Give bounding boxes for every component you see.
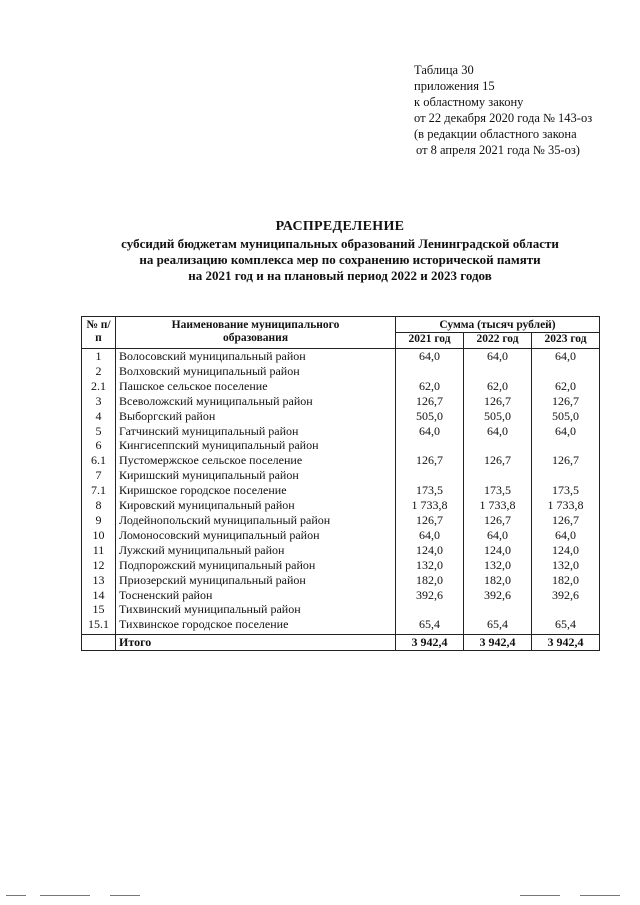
row-value-2022: 173,5 bbox=[464, 483, 532, 498]
row-value-2023: 65,4 bbox=[532, 617, 600, 634]
row-value-2023: 126,7 bbox=[532, 394, 600, 409]
row-value-2023 bbox=[532, 468, 600, 483]
row-value-2022: 505,0 bbox=[464, 409, 532, 424]
row-municipality: Ломоносовский муниципальный район bbox=[116, 528, 396, 543]
table-row bbox=[82, 424, 600, 439]
row-municipality: Пашское сельское поселение bbox=[116, 379, 396, 394]
row-value-2023: 182,0 bbox=[532, 573, 600, 588]
row-value-2023 bbox=[532, 602, 600, 617]
row-municipality: Лужский муниципальный район bbox=[116, 543, 396, 558]
reference-line: к областному закону bbox=[414, 95, 524, 109]
title-line: на 2021 год и на плановый период 2022 и 2023 годов bbox=[188, 268, 492, 283]
row-value-2023: 124,0 bbox=[532, 543, 600, 558]
table-row bbox=[82, 409, 600, 424]
total-2023: 3 942,4 bbox=[532, 635, 600, 651]
table-row bbox=[82, 394, 600, 409]
row-number: 15 bbox=[82, 602, 116, 617]
row-value-2021: 126,7 bbox=[396, 394, 464, 409]
table-row bbox=[82, 349, 600, 364]
row-municipality: Кингисеппский муниципальный район bbox=[116, 438, 396, 453]
table-row bbox=[82, 528, 600, 543]
row-value-2022: 64,0 bbox=[464, 424, 532, 439]
scan-edge-mark bbox=[110, 895, 140, 896]
row-value-2023: 64,0 bbox=[532, 424, 600, 439]
header-year-2023: 2023 год bbox=[532, 333, 600, 349]
table-row bbox=[82, 379, 600, 394]
row-municipality: Выборгский район bbox=[116, 409, 396, 424]
reference-line: Таблица 30 bbox=[414, 63, 474, 77]
row-value-2021: 126,7 bbox=[396, 513, 464, 528]
row-number: 2.1 bbox=[82, 379, 116, 394]
row-value-2021: 65,4 bbox=[396, 617, 464, 634]
table-row bbox=[82, 602, 600, 617]
reference-line: от 8 апреля 2021 года № 35-оз) bbox=[416, 143, 580, 157]
total-label: Итого bbox=[116, 635, 396, 651]
table-row bbox=[82, 513, 600, 528]
table-row bbox=[82, 498, 600, 513]
row-municipality: Волховский муниципальный район bbox=[116, 364, 396, 379]
title-heading: РАСПРЕДЕЛЕНИЕ bbox=[275, 219, 405, 234]
row-value-2022 bbox=[464, 364, 532, 379]
scan-edge-mark bbox=[520, 895, 560, 896]
row-value-2021: 1 733,8 bbox=[396, 498, 464, 513]
row-value-2022 bbox=[464, 468, 532, 483]
row-value-2022: 392,6 bbox=[464, 588, 532, 603]
table-row bbox=[82, 543, 600, 558]
header-year-2022: 2022 год bbox=[464, 333, 532, 349]
row-value-2021: 64,0 bbox=[396, 349, 464, 364]
document-title bbox=[80, 219, 600, 284]
row-value-2021: 132,0 bbox=[396, 558, 464, 573]
row-municipality: Тосненский район bbox=[116, 588, 396, 603]
scan-edge-mark bbox=[580, 895, 620, 896]
title-line: субсидий бюджетам муниципальных образований Ленинградской области bbox=[121, 236, 559, 251]
row-number: 10 bbox=[82, 528, 116, 543]
row-value-2022: 132,0 bbox=[464, 558, 532, 573]
row-municipality: Пустомержское сельское поселение bbox=[116, 453, 396, 468]
row-municipality: Подпорожский муниципальный район bbox=[116, 558, 396, 573]
row-number: 3 bbox=[82, 394, 116, 409]
table-row bbox=[82, 438, 600, 453]
row-value-2021: 505,0 bbox=[396, 409, 464, 424]
table-row bbox=[82, 364, 600, 379]
row-number: 11 bbox=[82, 543, 116, 558]
total-2022: 3 942,4 bbox=[464, 635, 532, 651]
row-value-2022 bbox=[464, 602, 532, 617]
row-value-2021: 62,0 bbox=[396, 379, 464, 394]
row-number: 14 bbox=[82, 588, 116, 603]
row-value-2023: 64,0 bbox=[532, 349, 600, 364]
row-value-2021: 173,5 bbox=[396, 483, 464, 498]
row-number: 1 bbox=[82, 349, 116, 364]
total-2021: 3 942,4 bbox=[396, 635, 464, 651]
row-value-2021 bbox=[396, 468, 464, 483]
row-number: 7 bbox=[82, 468, 116, 483]
reference-line: приложения 15 bbox=[414, 79, 495, 93]
row-value-2021 bbox=[396, 602, 464, 617]
table-row bbox=[82, 483, 600, 498]
row-value-2022: 124,0 bbox=[464, 543, 532, 558]
subsidy-distribution-table bbox=[81, 316, 600, 651]
title-line: на реализацию комплекса мер по сохранению исторической памяти bbox=[139, 252, 541, 267]
row-number: 2 bbox=[82, 364, 116, 379]
row-value-2022: 64,0 bbox=[464, 349, 532, 364]
row-municipality: Гатчинский муниципальный район bbox=[116, 424, 396, 439]
header-sum: Сумма (тысяч рублей) bbox=[396, 317, 600, 333]
header-year-2021: 2021 год bbox=[396, 333, 464, 349]
total-row bbox=[82, 635, 600, 651]
reference-line: от 22 декабря 2020 года № 143-оз bbox=[414, 111, 593, 125]
row-municipality: Тихвинский муниципальный район bbox=[116, 602, 396, 617]
row-value-2023: 62,0 bbox=[532, 379, 600, 394]
row-value-2023 bbox=[532, 364, 600, 379]
row-number: 15.1 bbox=[82, 617, 116, 634]
table-row bbox=[82, 617, 600, 634]
row-value-2023: 173,5 bbox=[532, 483, 600, 498]
appendix-reference bbox=[414, 62, 592, 158]
row-value-2023: 132,0 bbox=[532, 558, 600, 573]
reference-line: (в редакции областного закона bbox=[414, 127, 577, 141]
row-value-2022 bbox=[464, 438, 532, 453]
row-value-2023: 505,0 bbox=[532, 409, 600, 424]
row-value-2022: 126,7 bbox=[464, 453, 532, 468]
row-value-2021: 392,6 bbox=[396, 588, 464, 603]
row-value-2022: 1 733,8 bbox=[464, 498, 532, 513]
header-number: № п/п bbox=[82, 317, 116, 349]
row-value-2023 bbox=[532, 438, 600, 453]
row-value-2021: 126,7 bbox=[396, 453, 464, 468]
row-value-2021 bbox=[396, 364, 464, 379]
table-row bbox=[82, 558, 600, 573]
row-number: 8 bbox=[82, 498, 116, 513]
row-municipality: Киришский муниципальный район bbox=[116, 468, 396, 483]
row-municipality: Кировский муниципальный район bbox=[116, 498, 396, 513]
row-value-2021: 124,0 bbox=[396, 543, 464, 558]
row-municipality: Всеволожский муниципальный район bbox=[116, 394, 396, 409]
row-value-2021: 64,0 bbox=[396, 424, 464, 439]
row-value-2022: 64,0 bbox=[464, 528, 532, 543]
row-value-2022: 126,7 bbox=[464, 394, 532, 409]
table-row bbox=[82, 573, 600, 588]
row-value-2021 bbox=[396, 438, 464, 453]
row-value-2021: 182,0 bbox=[396, 573, 464, 588]
row-number: 12 bbox=[82, 558, 116, 573]
row-value-2021: 64,0 bbox=[396, 528, 464, 543]
row-number: 9 bbox=[82, 513, 116, 528]
row-value-2023: 1 733,8 bbox=[532, 498, 600, 513]
scan-edge-mark bbox=[6, 895, 26, 896]
row-municipality: Лодейнопольский муниципальный район bbox=[116, 513, 396, 528]
row-value-2023: 126,7 bbox=[532, 513, 600, 528]
row-municipality: Тихвинское городское поселение bbox=[116, 617, 396, 634]
table-row bbox=[82, 588, 600, 603]
row-number: 4 bbox=[82, 409, 116, 424]
row-value-2023: 126,7 bbox=[532, 453, 600, 468]
row-number: 7.1 bbox=[82, 483, 116, 498]
table-row bbox=[82, 468, 600, 483]
total-number-cell bbox=[82, 635, 116, 651]
row-number: 5 bbox=[82, 424, 116, 439]
row-value-2022: 65,4 bbox=[464, 617, 532, 634]
scan-edge-mark bbox=[40, 895, 90, 896]
header-municipality: Наименование муниципального образования bbox=[116, 317, 396, 349]
table-row bbox=[82, 453, 600, 468]
row-number: 6 bbox=[82, 438, 116, 453]
row-number: 6.1 bbox=[82, 453, 116, 468]
row-municipality: Волосовский муниципальный район bbox=[116, 349, 396, 364]
row-number: 13 bbox=[82, 573, 116, 588]
row-municipality: Приозерский муниципальный район bbox=[116, 573, 396, 588]
row-municipality: Киришское городское поселение bbox=[116, 483, 396, 498]
row-value-2023: 392,6 bbox=[532, 588, 600, 603]
row-value-2022: 126,7 bbox=[464, 513, 532, 528]
row-value-2022: 62,0 bbox=[464, 379, 532, 394]
row-value-2023: 64,0 bbox=[532, 528, 600, 543]
row-value-2022: 182,0 bbox=[464, 573, 532, 588]
